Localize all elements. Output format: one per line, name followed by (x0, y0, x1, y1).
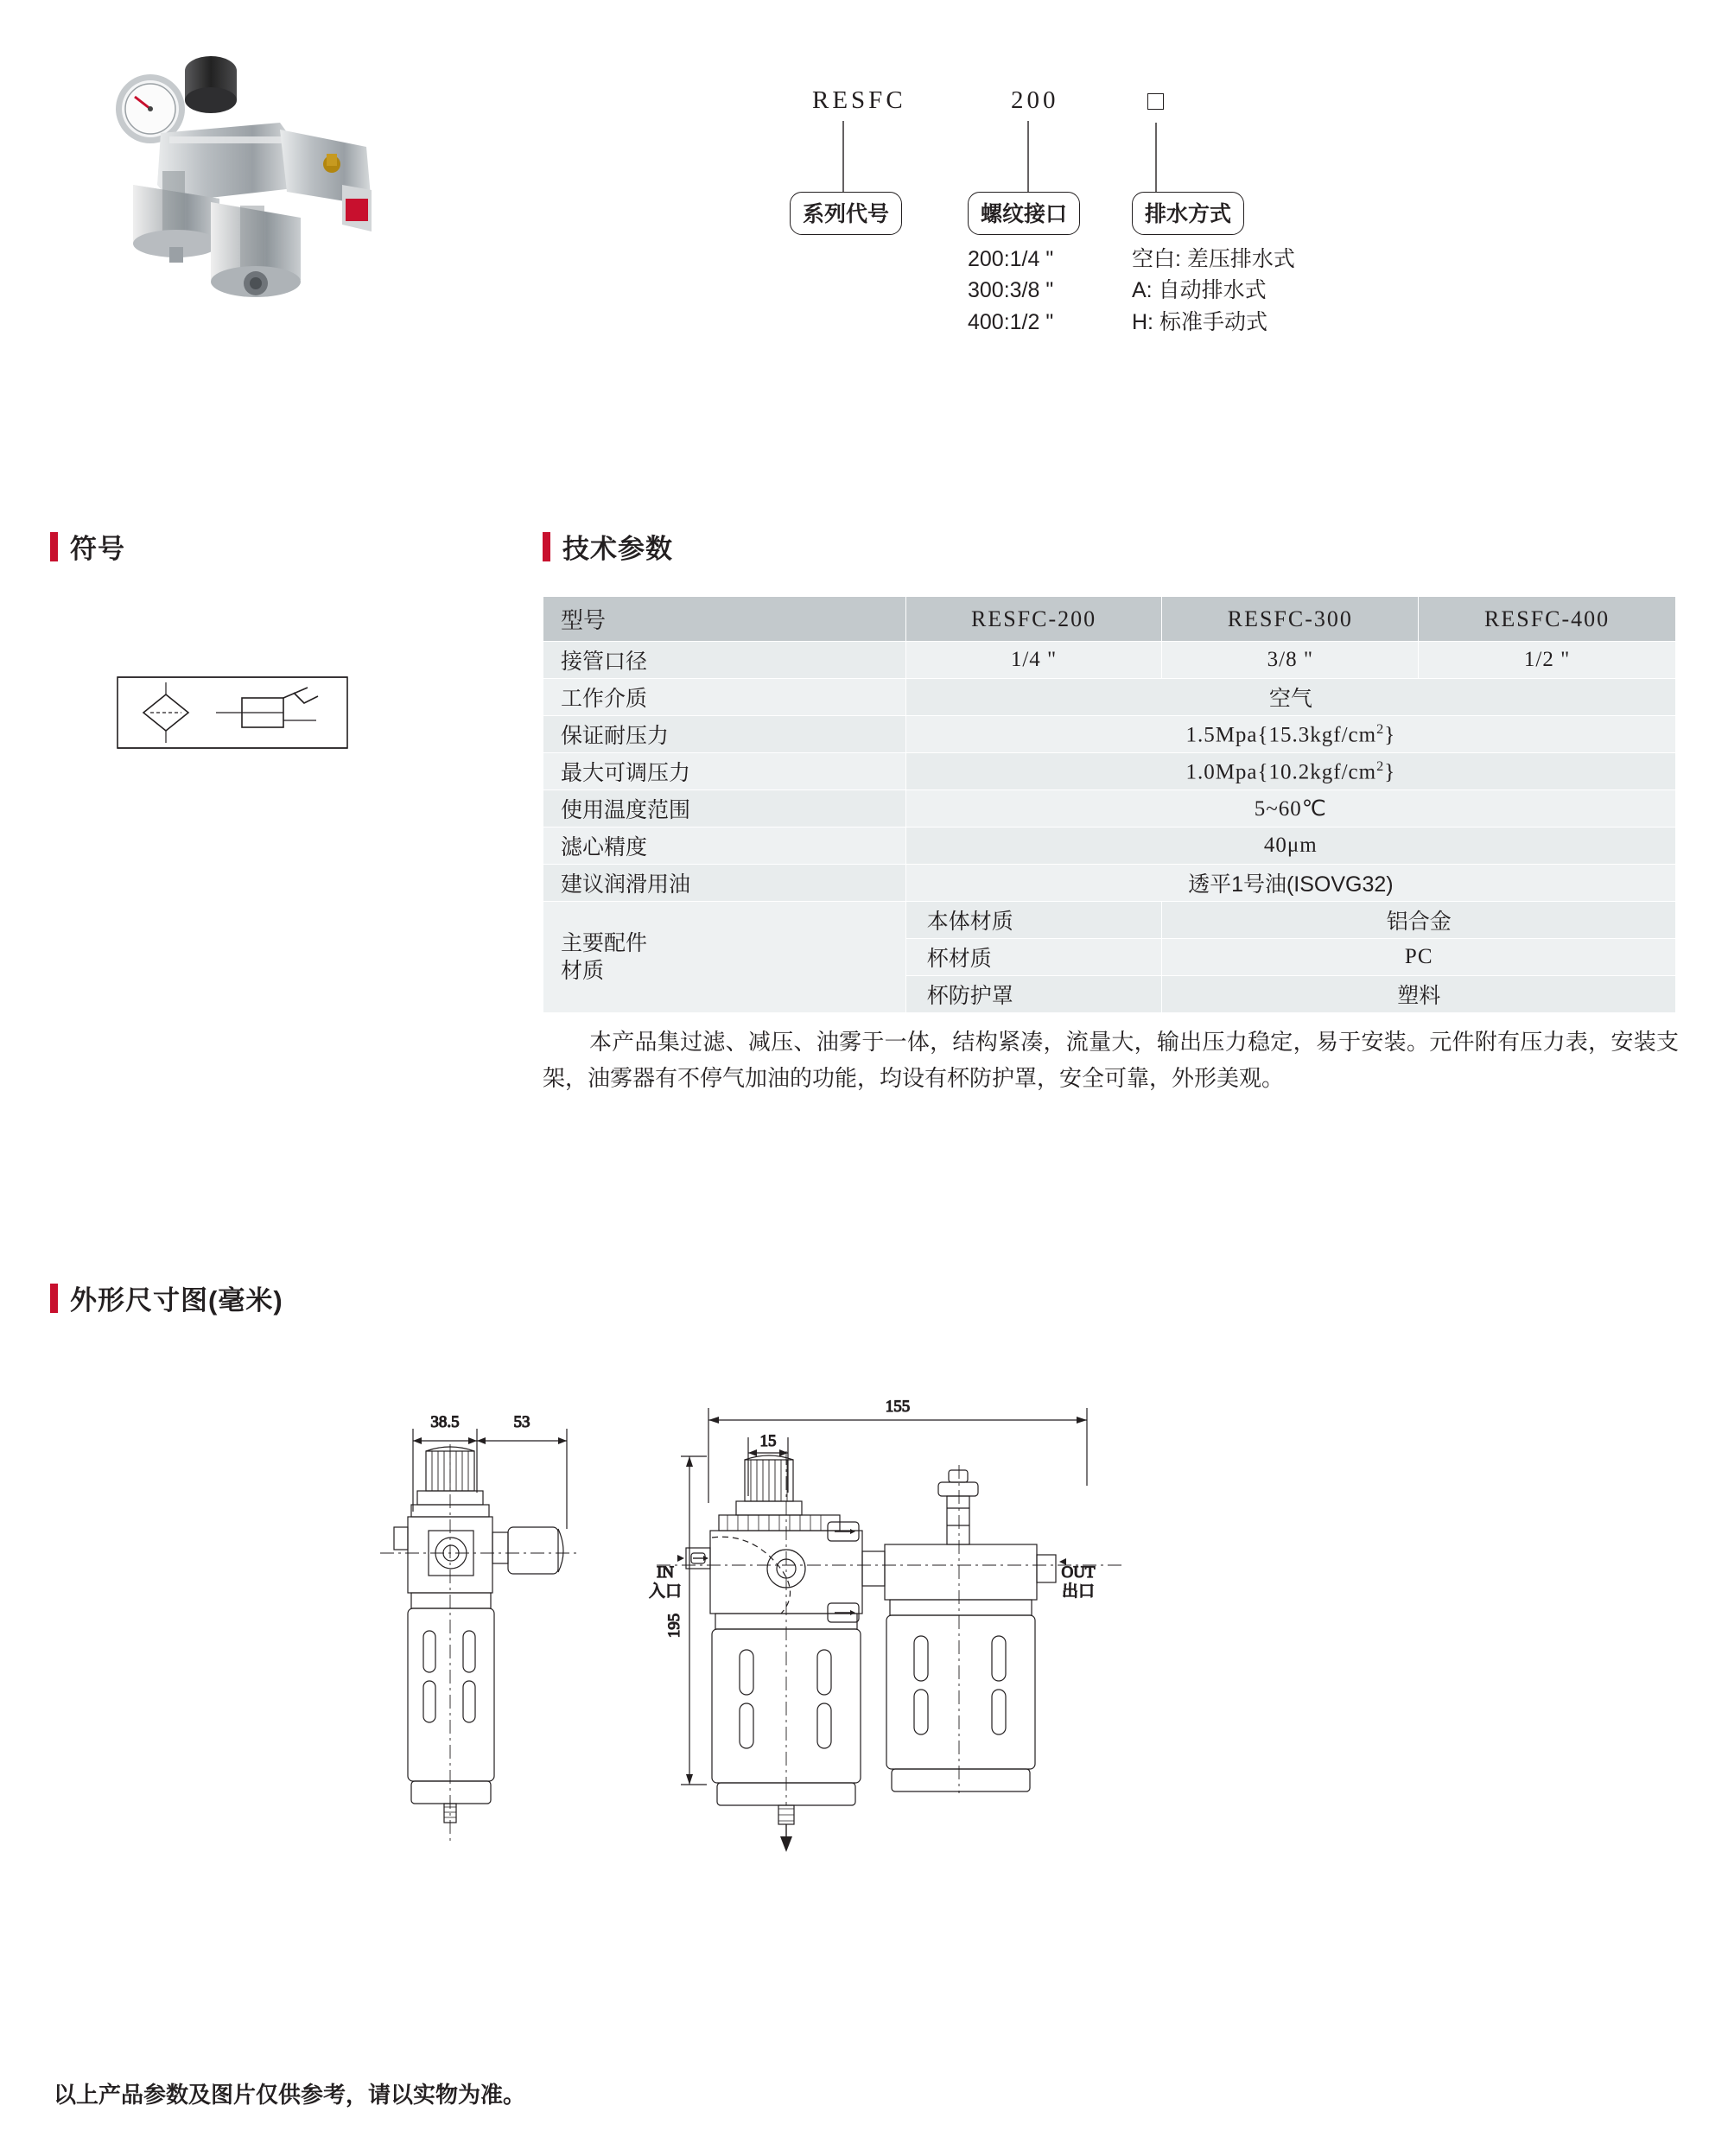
dimensions-section-title (50, 1278, 283, 1317)
material-group-line2: 材质 (561, 959, 605, 983)
cell-proof-pressure: $1.5Mpa\{15.3kgf/cm^2\}$ (905, 716, 1675, 753)
drain-option: 空白: 差压排水式 (1132, 247, 1295, 271)
model-code-leaders (812, 121, 1434, 192)
tech-description: 本产品集过滤、减压、油雾于一体，结构紧凑，流量大，输出压力稳定，易于安装。元件附有压力表，安装支架，油雾器有不停气加油的功能，均设有杯防护罩，安全可靠，外形美观。 (543, 1029, 1679, 1092)
header-resfc-300: RESFC-300 (1162, 597, 1419, 642)
row-label-medium: 工作介质 (543, 679, 906, 716)
right-view-top-width: 15 (759, 1432, 777, 1450)
row-label-max-pressure: 最大可调压力 (543, 753, 906, 790)
cell-body-material: 铝合金 (1162, 902, 1676, 939)
cell-filter-rating: 40μm (905, 828, 1675, 865)
model-code-drain-placeholder (1147, 93, 1164, 110)
thread-option: 200:1/4 " (968, 247, 1054, 271)
inlet-label-cn: 入口 (648, 1582, 683, 1601)
tech-params-table (543, 596, 1676, 1013)
row-label-oil: 建议润滑用油 (543, 865, 906, 902)
material-group-line1: 主要配件 (561, 930, 648, 955)
accent-bar (50, 532, 58, 561)
accent-bar (543, 532, 550, 561)
cell-port-300: 3/8 " (1162, 642, 1419, 679)
row-label-temp-range: 使用温度范围 (543, 790, 906, 828)
tech-section-title (543, 527, 673, 566)
thread-option: 300:3/8 " (968, 278, 1054, 303)
model-code-series: RESFC (812, 86, 906, 114)
model-code-series-box: 系列代号 (790, 192, 902, 235)
row-label-material-group (543, 902, 906, 1013)
sub-label-body-material: 本体材质 (905, 902, 1162, 939)
model-code-thread-group (968, 192, 1132, 338)
model-code-thread: 200 (1011, 86, 1059, 114)
table-row (543, 679, 1676, 716)
cell-oil: 透平1号油(ISOVG32) (905, 865, 1675, 902)
table-row (543, 716, 1676, 753)
drain-option: H: 标准手动式 (1132, 309, 1267, 334)
left-view-dim-b: 53 (513, 1413, 530, 1431)
sub-label-bowl-guard: 杯防护罩 (905, 976, 1162, 1013)
dimension-drawings (363, 1399, 1365, 2056)
model-code-diagram (803, 86, 1434, 334)
model-code-thread-box: 螺纹接口 (968, 192, 1080, 235)
table-row (543, 642, 1676, 679)
right-view-height: 195 (665, 1613, 683, 1639)
thread-option: 400:1/2 " (968, 309, 1054, 334)
row-label-proof-pressure: 保证耐压力 (543, 716, 906, 753)
footer-note: 以上产品参数及图片仅供参考，请以实物为准。 (54, 2082, 526, 2108)
symbol-figure (112, 665, 354, 760)
outlet-label-en: OUT (1061, 1563, 1096, 1582)
header-resfc-400: RESFC-400 (1419, 597, 1676, 642)
row-label-port-size: 接管口径 (543, 642, 906, 679)
cell-bowl-material: PC (1162, 939, 1676, 976)
cell-port-400: 1/2 " (1419, 642, 1676, 679)
dimensions-title-text: 外形尺寸图(毫米) (70, 1285, 283, 1316)
table-header-row (543, 597, 1676, 642)
inlet-label-en: IN (656, 1563, 675, 1582)
tech-title-text: 技术参数 (562, 534, 673, 564)
dimension-drawing-svg (363, 1399, 1365, 2056)
right-view-total-width: 155 (885, 1399, 911, 1416)
table-row (543, 790, 1676, 828)
model-code-drain-options (1132, 244, 1417, 338)
header-resfc-200: RESFC-200 (905, 597, 1162, 642)
drain-option: A: 自动排水式 (1132, 278, 1267, 303)
model-code-drain-group (1132, 192, 1417, 338)
row-label-filter-rating: 滤心精度 (543, 828, 906, 865)
sub-label-bowl-material: 杯材质 (905, 939, 1162, 976)
pneumatic-symbol (112, 665, 354, 760)
left-view-dim-a: 38.5 (430, 1413, 460, 1431)
cell-temp-range: 5~60℃ (905, 790, 1675, 828)
product-photo (67, 33, 499, 439)
cell-bowl-guard: 塑料 (1162, 976, 1676, 1013)
symbol-title-text: 符号 (70, 534, 125, 564)
symbol-section-title (50, 527, 125, 566)
product-photo-illustration (67, 33, 499, 439)
header-model: 型号 (543, 597, 906, 642)
table-row (543, 828, 1676, 865)
outlet-label-cn: 出口 (1061, 1582, 1096, 1601)
cell-max-pressure: $1.0Mpa\{10.2kgf/cm^2\}$ (905, 753, 1675, 790)
model-code-thread-options (968, 244, 1132, 338)
cell-port-200: 1/4 " (905, 642, 1162, 679)
table-row (543, 753, 1676, 790)
cell-medium: 空气 (905, 679, 1675, 716)
model-code-series-group (790, 192, 945, 235)
model-code-drain-box: 排水方式 (1132, 192, 1244, 235)
table-row (543, 865, 1676, 902)
accent-bar (50, 1284, 58, 1313)
table-row (543, 902, 1676, 939)
